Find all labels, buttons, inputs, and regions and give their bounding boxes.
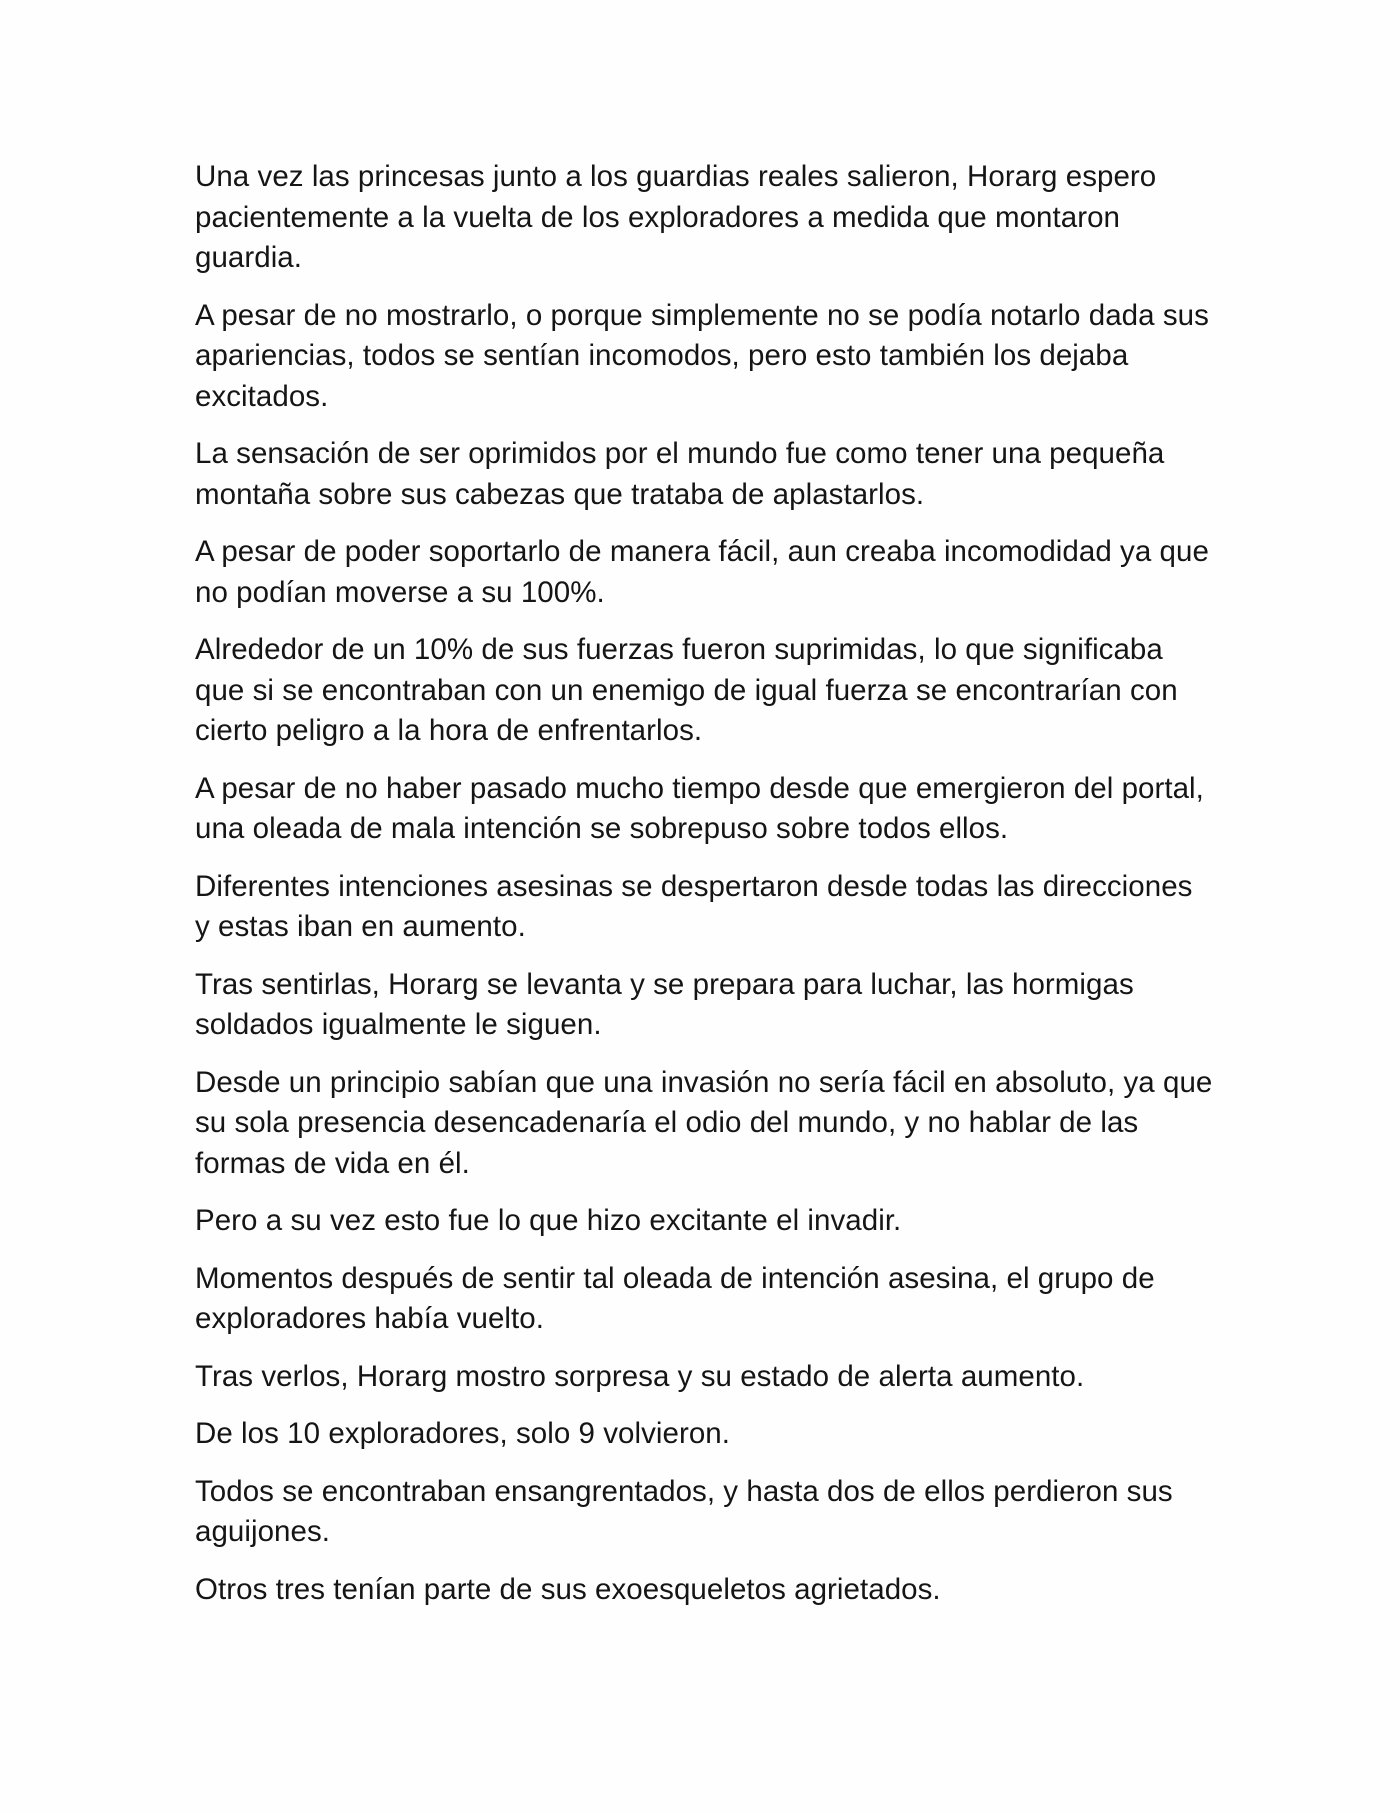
- paragraph-13: De los 10 exploradores, solo 9 volvieron.: [195, 1417, 730, 1450]
- paragraph-7: Diferentes intenciones asesinas se despertaron desde todas las direcciones y estas iban en aumento.: [195, 869, 1193, 943]
- paragraph-6: A pesar de no haber pasado mucho tiempo desde que emergieron del portal, una oleada de mala intención se sobrepuso sobre todos ellos.: [195, 771, 1204, 845]
- paragraph-15: Otros tres tenían parte de sus exoesqueletos agrietados.: [195, 1572, 941, 1606]
- paragraph-1: Una vez las princesas junto a los guardias reales salieron, Horarg espero pacientemente a la vuelta de los exploradores a medida que montaron guardia.: [195, 160, 1157, 274]
- paragraph-10: Pero a su vez esto fue lo que hizo excitante el invadir.: [195, 1204, 902, 1237]
- paragraph-8: Tras sentirlas, Horarg se levanta y se prepara para luchar, las hormigas soldados igualmente le siguen.: [195, 967, 1134, 1041]
- paragraph-14: Todos se encontraban ensangrentados, y hasta dos de ellos perdieron sus aguijones.: [195, 1474, 1173, 1548]
- paragraph-12: Tras verlos, Horarg mostro sorpresa y su estado de alerta aumento.: [195, 1359, 1085, 1393]
- paragraph-4: A pesar de poder soportarlo de manera fácil, aun creaba incomodidad ya que no podían moverse a su 100%.: [195, 535, 1209, 609]
- paragraph-3: La sensación de ser oprimidos por el mundo fue como tener una pequeña montaña sobre sus cabezas que trataba de aplastarlos.: [195, 437, 1165, 511]
- paragraph-2: A pesar de no mostrarlo, o porque simplemente no se podía notarlo dada sus apariencias, todos se sentían incomodos, pero esto también los dejaba excitados.: [195, 298, 1209, 413]
- document-body: [195, 157, 1215, 1627]
- paragraph-5: Alrededor de un 10% de sus fuerzas fueron suprimidas, lo que significaba que si se encontraban con un enemigo de igual fuerza se encontrarían con cierto peligro a la hora de enfrentarlos.: [195, 633, 1178, 747]
- paragraph-11: Momentos después de sentir tal oleada de intención asesina, el grupo de exploradores había vuelto.: [195, 1261, 1155, 1335]
- paragraph-9: Desde un principio sabían que una invasión no sería fácil en absoluto, ya que su sola presencia desencadenaría el odio del mundo, y no hablar de las formas de vida en él.: [195, 1065, 1213, 1180]
